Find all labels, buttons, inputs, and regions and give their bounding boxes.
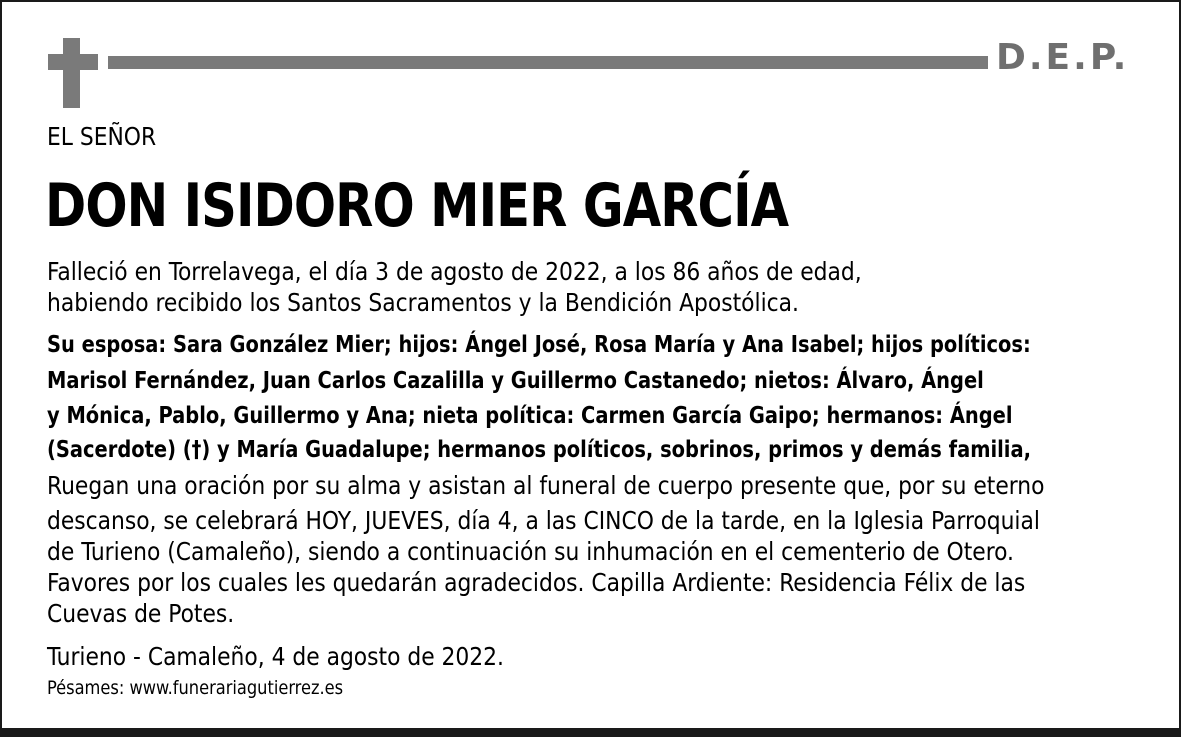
honorific: EL SEÑOR <box>47 122 157 151</box>
funeral-line-2: descanso, se celebrará HOY, JUEVES, día 4, a las CINCO de la tarde, en la Iglesia Parroquial <box>47 506 1040 535</box>
funeral-line-4: Favores por los cuales les quedarán agradecidos. Capilla Ardiente: Residencia Félix de las <box>47 568 1026 597</box>
intro-line-2: habiendo recibido los Santos Sacramentos y la Bendición Apostólica. <box>47 288 799 317</box>
place-date: Turieno - Camaleño, 4 de agosto de 2022. <box>47 642 504 671</box>
cross-vertical-bar <box>63 38 80 108</box>
header-rule <box>108 56 988 69</box>
dep-label: D.E.P. <box>996 37 1130 78</box>
condolences-link[interactable]: Pésames: www.funerariagutierrez.es <box>47 677 344 699</box>
funeral-line-5: Cuevas de Potes. <box>47 599 235 628</box>
family-line-4: (Sacerdote) (†) y María Guadalupe; hermanos políticos, sobrinos, primos y demás familia, <box>47 435 1031 463</box>
cross-horizontal-bar <box>48 54 98 70</box>
funeral-line-3: de Turieno (Camaleño), siendo a continuación su inhumación en el cementerio de Otero. <box>47 537 1014 566</box>
intro-line-1: Falleció en Torrelavega, el día 3 de agosto de 2022, a los 86 años de edad, <box>47 257 862 286</box>
family-line-3: y Mónica, Pablo, Guillermo y Ana; nieta política: Carmen García Gaipo; hermanos: Ángel <box>47 401 1013 429</box>
funeral-line-1: Ruegan una oración por su alma y asistan al funeral de cuerpo presente que, por su eterno <box>47 471 1045 500</box>
family-line-2: Marisol Fernández, Juan Carlos Cazalilla y Guillermo Castanedo; nietos: Álvaro, Ángel <box>47 366 984 394</box>
family-line-1: Su esposa: Sara González Mier; hijos: Ángel José, Rosa María y Ana Isabel; hijos políticos: <box>47 330 1031 358</box>
deceased-name: DON ISIDORO MIER GARCÍA <box>45 171 789 241</box>
